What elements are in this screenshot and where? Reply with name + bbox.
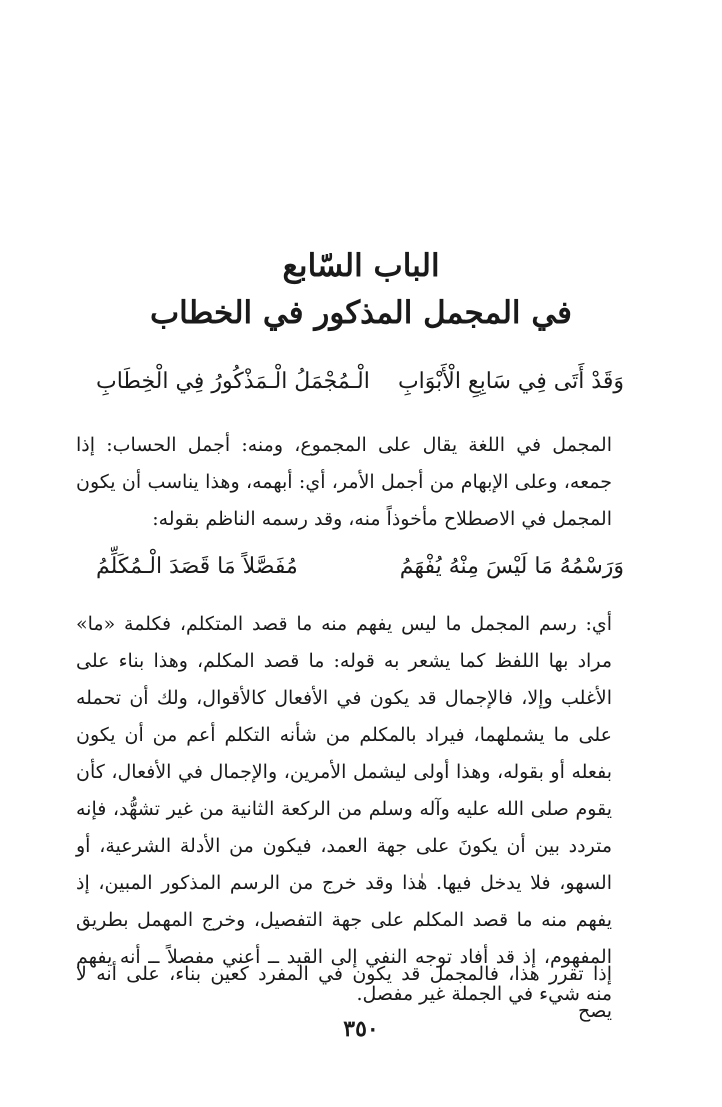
- poem-verse-2: [96, 547, 624, 587]
- chapter-title: الباب السّابع: [282, 248, 440, 284]
- paragraph-3: إذا تقرر هذا، فالمجمل قد يكون في المفرد كعين بناء، على أنه لا يصح: [76, 963, 612, 1022]
- verse-1-second-hemistich: الْـمُجْمَلُ الْـمَذْكُورُ فِي الْخِطَابِ: [96, 369, 370, 394]
- chapter-subtitle: في المجمل المذكور في الخطاب: [150, 295, 572, 331]
- verse-1-first-hemistich: وَقَدْ أَتَى فِي سَابِعِ الْأَبْوَابِ: [397, 369, 624, 394]
- page-number: ٣٥٠: [343, 1016, 379, 1042]
- paragraph-2: أي: رسم المجمل ما ليس يفهم منه ما قصد المتكلم، فكلمة «ما» مراد بها اللفظ كما يشعر به قوله: ما قصد المكلم، وهذا بناء على الأغلب وإلا، فالإجمال قد يكون في الأفعال كالأقوال، ولك أن تحمله على ما يشملهما، فيراد بالمكلم من شأنه التكلم أعم من أن يكون بفعله أو بقوله، وهذا أولى ليشمل الأمرين، والإجمال في الأفعال، كأن يقوم صلى الله عليه وآله وسلم من الركعة الثانية من غير تشهُّد، فإنه متردد بين أن يكونَ على جهة العمد، فيكون من الأدلة الشرعية، أو السهو، فلا يدخل فيها. هٰذا وقد خرج من الرسم المذكور المبين، إذ يفهم منه ما قصد المكلم على جهة التفصيل، وخرج المهمل بطريق المفهوم، إذ قد أفاد توجه النفي إلى القيد ــ أعني مفصلاً ــ أنه يفهم منه شيء في الجملة غير مفصل.: [76, 613, 612, 1005]
- paragraph-1: المجمل في اللغة يقال على المجموع، ومنه: أجمل الحساب: إذا جمعه، وعلى الإبهام من أجمل الأمر، أي: أبهمه، وهذا يناسب أن يكون المجمل في الاصطلاح مأخوذاً منه، وقد رسمه الناظم بقوله:: [76, 434, 612, 530]
- verse-2-first-hemistich: وَرَسْمُهُ مَا لَيْسَ مِنْهُ يُفْهَمُ: [399, 554, 624, 579]
- poem-verse-1: [96, 362, 624, 402]
- verse-2-second-hemistich: مُفَصَّلاً مَا قَصَدَ الْـمُكَلِّمُ: [96, 554, 298, 579]
